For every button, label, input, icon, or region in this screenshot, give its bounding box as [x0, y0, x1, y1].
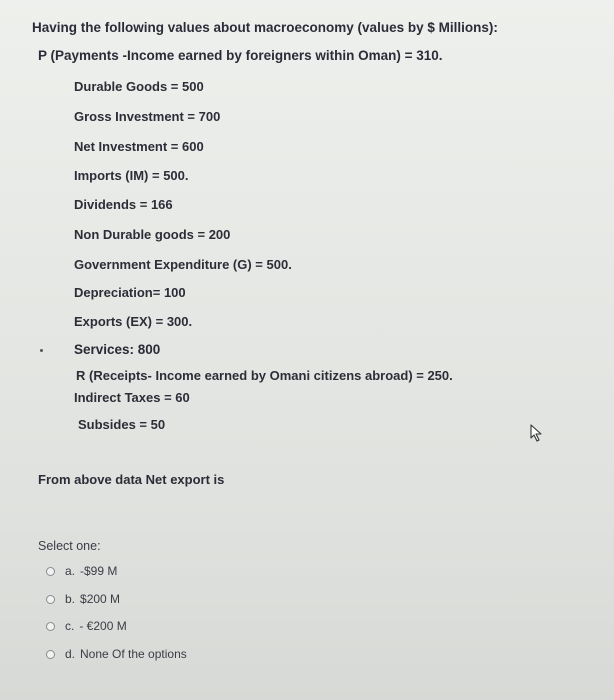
mouse-pointer-icon — [529, 424, 545, 442]
value-list — [74, 0, 554, 450]
value-item: Dividends = 166 — [74, 197, 173, 212]
option-letter: a. — [65, 564, 76, 578]
value-item: Imports (IM) = 500. — [74, 168, 189, 183]
value-item: Subsides = 50 — [78, 417, 166, 432]
select-one-label: Select one: — [38, 539, 101, 553]
option-text: $200 M — [80, 592, 121, 606]
value-item: Net Investment = 600 — [74, 139, 204, 154]
question-title: Having the following values about macroeconomy (values by $ Millions): — [32, 20, 498, 35]
bullet-dot — [40, 349, 43, 352]
value-item: Government Expenditure (G) = 500. — [74, 257, 292, 272]
option-text: -$99 M — [80, 564, 118, 578]
value-item: Exports (EX) = 300. — [74, 314, 193, 329]
option-letter: d. — [65, 647, 76, 661]
payments-line: P (Payments -Income earned by foreigners within Oman) = 310. — [38, 48, 443, 63]
option-text: - €200 M — [79, 619, 127, 633]
radio-button-icon[interactable] — [46, 595, 55, 604]
option-letter: c. — [65, 619, 75, 633]
value-item: Non Durable goods = 200 — [74, 227, 231, 242]
option-letter: b. — [65, 592, 76, 606]
radio-button-icon[interactable] — [46, 650, 55, 659]
answer-option-b[interactable] — [46, 590, 120, 608]
value-item: Depreciation= 100 — [74, 285, 186, 300]
radio-button-icon[interactable] — [46, 567, 55, 576]
value-item: R (Receipts- Income earned by Omani citizens abroad) = 250. — [76, 368, 453, 383]
answer-option-a[interactable] — [46, 562, 117, 580]
value-item: Indirect Taxes = 60 — [74, 390, 190, 405]
answer-option-c[interactable] — [46, 617, 127, 635]
value-item: Gross Investment = 700 — [74, 109, 221, 124]
value-item: Durable Goods = 500 — [74, 79, 204, 94]
option-text: None Of the options — [80, 647, 187, 661]
question-prompt: From above data Net export is — [38, 472, 225, 487]
value-item: Services: 800 — [74, 342, 161, 357]
answer-option-d[interactable] — [46, 645, 187, 663]
radio-button-icon[interactable] — [46, 622, 55, 631]
